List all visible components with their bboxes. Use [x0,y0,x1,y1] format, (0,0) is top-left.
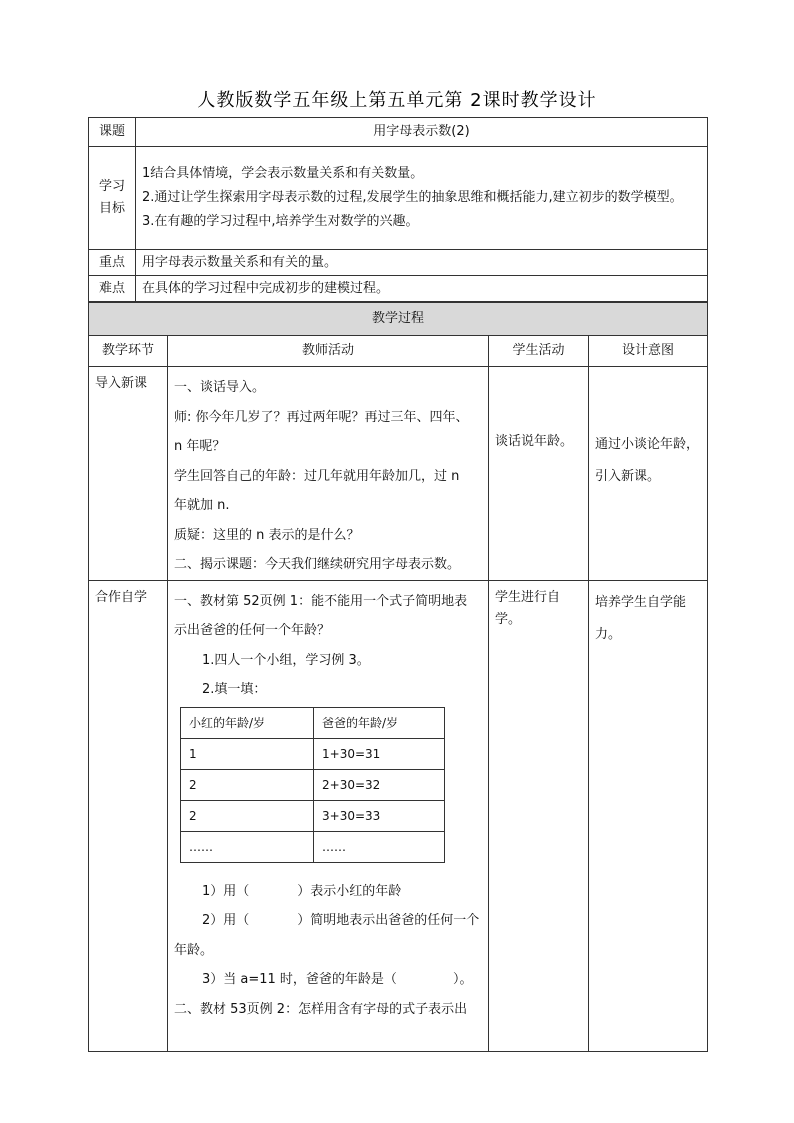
part-2-heading: 二、教材 53页例 2：怎样用含有字母的式子表示出 [174,1001,468,1017]
intro-line-7: 二、揭示课题：今天我们继续研究用字母表示数。 [174,557,461,572]
intro-line-1: 一、谈话导入。 [174,380,266,395]
header-teacher: 教师活动 [168,336,489,367]
intro-line-6: 质疑：这里的 n 表示的是什么？ [174,527,360,543]
selfstudy-row [89,580,708,1051]
table-row [181,831,445,862]
difficult-value: 在具体的学习过程中完成初步的建模过程。 [136,276,708,302]
goals-cell [136,147,708,250]
age-cell: …… [181,831,314,862]
process-band: 教学过程 [89,303,708,336]
key-value: 用字母表示数量关系和有关的量。 [136,250,708,276]
intro-stage: 导入新课 [89,367,168,581]
table-row [181,800,445,831]
question-2-a: 2）用（ [202,913,250,928]
goals-row [89,147,708,250]
selfstudy-teacher-activity [168,580,489,1051]
question-3-b: ）。 [452,972,473,987]
teaching-process-table [88,302,708,1052]
difficult-label: 难点 [89,276,136,302]
question-1 [174,877,482,907]
intro-design-intent [589,367,708,581]
step-1: 1.四人一个小组，学习例 3。 [202,652,370,668]
difficult-row [89,276,708,302]
step-2: 2.填一填： [202,682,267,697]
age-cell: 2 [181,769,314,800]
goal-item-3: 3.在有趣的学习过程中,培养学生对数学的兴趣。 [142,214,419,229]
selfstudy-intro-2: 示出爸爸的任何一个年龄？ [174,623,331,638]
intro-row [89,367,708,581]
intro-line-3: n 年呢？ [174,439,226,454]
question-2-cont: 年龄。 [174,942,214,958]
intro-line-5: 年就加 n. [174,498,230,513]
key-label: 重点 [89,250,136,276]
age-header-xiaohong: 小红的年龄/岁 [181,707,314,738]
age-cell: 2 [181,800,314,831]
age-cell: 1 [181,738,314,769]
question-1-b: ）表示小红的年龄 [297,883,402,899]
age-table-header [181,707,445,738]
goal-item-1: 1结合具体情境，学会表示数量关系和有关数量。 [142,166,424,181]
topic-row [89,118,708,147]
intro-line-4: 学生回答自己的年龄：过几年就用年龄加几，过 n [174,468,460,484]
intro-intent-line-1: 通过小谈论年龄， [595,437,700,452]
intro-teacher-activity [168,367,489,581]
goal-item-2: 2.通过让学生探索用字母表示数的过程,发展学生的抽象思维和概括能力,建立初步的数学模型。 [142,190,683,205]
topic-value: 用字母表示数(2) [136,118,708,147]
table-row [181,769,445,800]
age-cell: 3+30=33 [314,800,445,831]
age-table [180,707,445,863]
selfstudy-design-intent [589,580,708,1051]
selfstudy-intro-1: 一、教材第 52页例 1：能不能用一个式子简明地表 [174,593,468,609]
process-band-row [89,303,708,336]
header-stage: 教学环节 [89,336,168,367]
header-student: 学生活动 [489,336,589,367]
question-1-a: 1）用（ [202,883,250,899]
age-cell: 1+30=31 [314,738,445,769]
selfstudy-intent-line-2: 力。 [595,626,622,642]
intro-line-2: 师: 你今年几岁了？再过两年呢？再过三年、四年、 [174,409,469,425]
process-header-row [89,336,708,367]
selfstudy-intent-line-1: 培养学生自学能 [595,594,687,610]
question-2-b: ）简明地表示出爸爸的任何一个 [297,913,480,928]
page-title: 人教版数学五年级上第五单元第 2课时教学设计 [197,90,597,111]
goals-label: 学习目标 [89,147,136,250]
question-2 [174,906,482,936]
topic-label: 课题 [89,118,136,147]
key-row [89,250,708,276]
question-3 [174,965,482,995]
selfstudy-student-activity: 学生进行自学。 [489,580,589,1051]
age-header-dad: 爸爸的年龄/岁 [314,707,445,738]
question-3-a: 3）当 a=11 时，爸爸的年龄是（ [202,972,397,987]
age-cell: …… [314,831,445,862]
intro-student-activity: 谈话说年龄。 [489,367,589,581]
selfstudy-stage: 合作自学 [89,580,168,1051]
header-intent: 设计意图 [589,336,708,367]
table-row [181,738,445,769]
lesson-info-table [88,117,708,302]
age-cell: 2+30=32 [314,769,445,800]
intro-intent-line-2: 引入新课。 [595,469,661,484]
